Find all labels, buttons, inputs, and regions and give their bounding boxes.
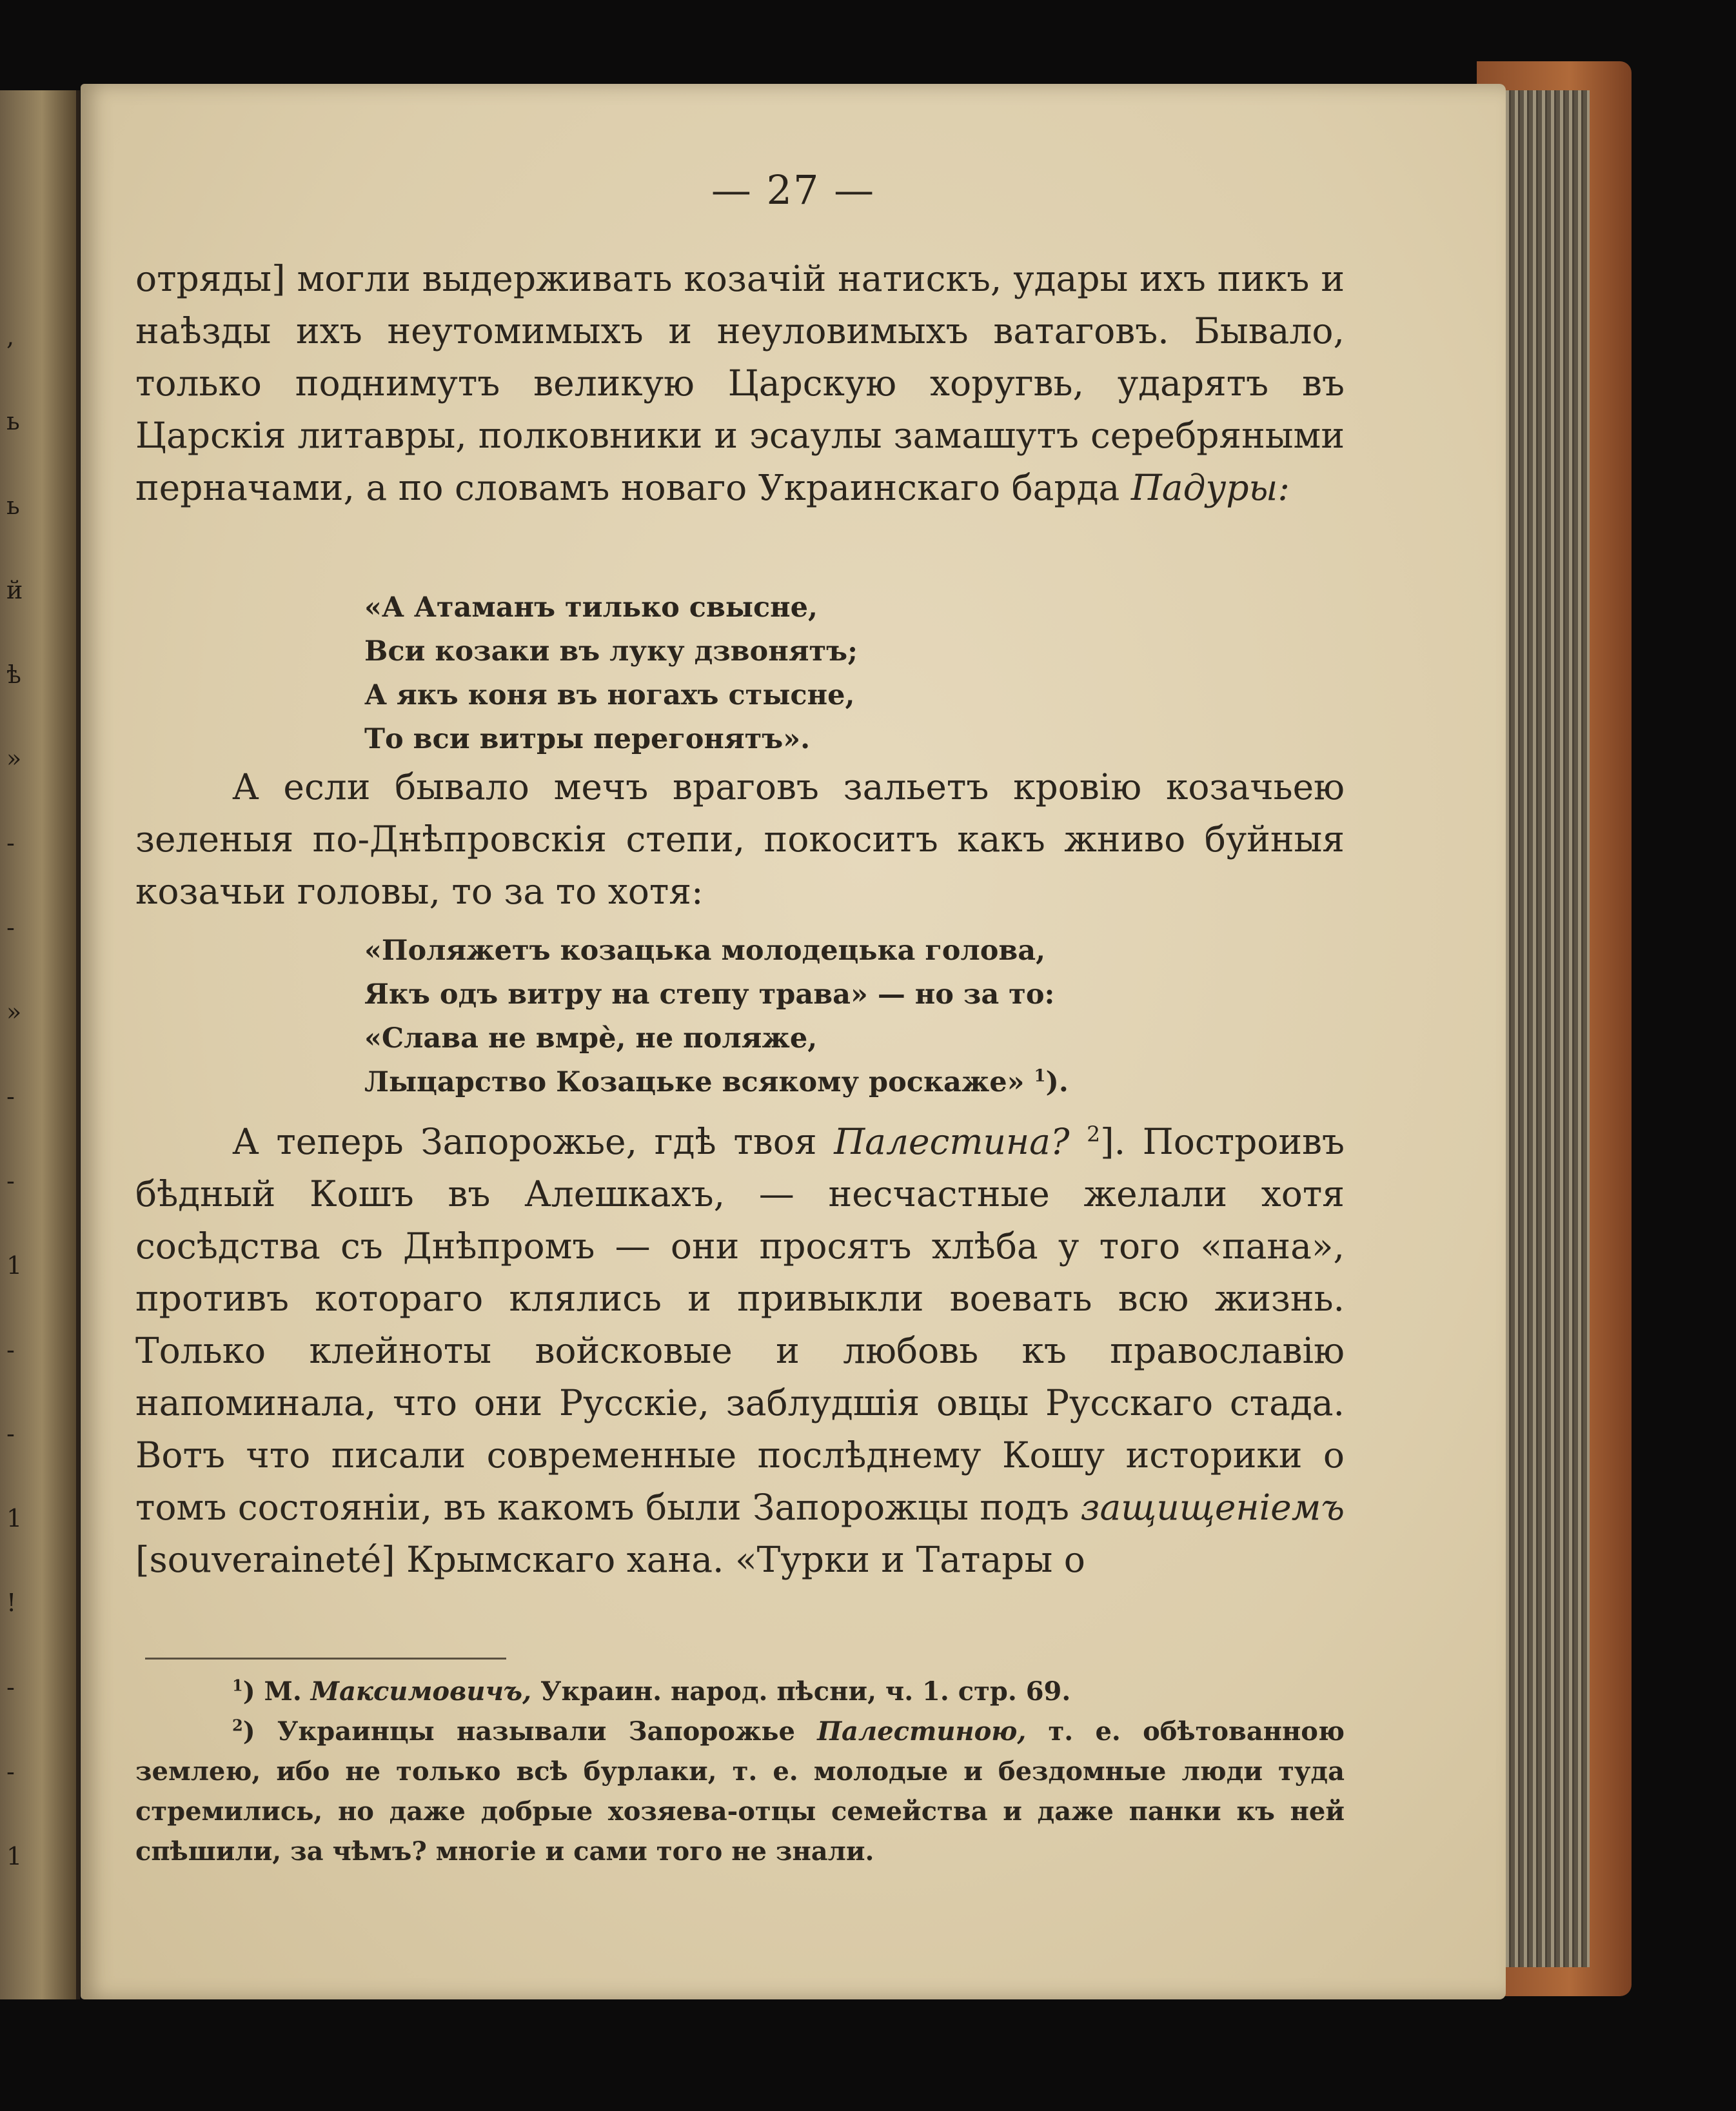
paragraph-2-text: А если бывало мечъ враговъ зальетъ кровію козачьею зеленыя по-Днѣпровскія степи, покоситъ какъ жниво буйныя козачьи головы, то за то хотя: — [135, 766, 1345, 912]
book-page — [81, 84, 1506, 1999]
paragraph-1-text — [135, 253, 1345, 514]
left-fragment: » — [6, 744, 22, 773]
verse-2 — [364, 929, 1332, 1104]
left-fragment: 1 — [6, 1841, 23, 1870]
left-fragment: - — [6, 1757, 15, 1786]
verse-2-line: «Поляжетъ козацька молодецька голова, — [364, 935, 1046, 967]
footnote-1 — [135, 1672, 1345, 1712]
paragraph-3-text — [135, 1116, 1345, 1586]
verse-1-line: А якъ коня въ ногахъ стысне, — [364, 679, 855, 711]
left-fragment: ь — [6, 491, 20, 520]
left-page-text-fragments — [6, 322, 32, 1870]
footnote-ref-1: 1 — [1034, 1066, 1046, 1086]
left-fragment: ! — [6, 1589, 17, 1618]
left-page-edge — [0, 90, 80, 1999]
footnote-ref-2: 2 — [1087, 1121, 1101, 1147]
left-fragment: - — [6, 1673, 15, 1701]
paragraph-1-italic: Падуры: — [1130, 467, 1290, 508]
verse-2-line: Якъ одъ витру на степу трава» — но за то: — [364, 978, 1055, 1011]
paragraph-1 — [135, 253, 1345, 514]
footnote-2-italic: Палестиною, — [817, 1716, 1027, 1747]
paragraph-3-italic-a: Палестина? — [834, 1121, 1070, 1162]
page-number: — 27 — — [711, 166, 876, 213]
verse-2-line — [364, 1060, 1332, 1104]
left-fragment: - — [6, 1082, 15, 1111]
footnote-2-marker: 2 — [232, 1716, 243, 1735]
footnote-2-pre: ) Украинцы называли Запорожье — [242, 1716, 818, 1747]
left-fragment: - — [6, 829, 15, 858]
left-fragment: ь — [6, 406, 20, 435]
verse-2-line-end: ). — [1045, 1066, 1069, 1098]
left-fragment: ѣ — [6, 660, 21, 689]
paragraph-3-text-c: [souveraineté] Крымскаго хана. «Турки и Татары о — [135, 1539, 1085, 1580]
left-fragment: 1 — [6, 1504, 23, 1533]
footnote-1-italic: Максимовичъ, — [310, 1676, 532, 1707]
footnote-1-marker: 1 — [232, 1676, 243, 1695]
verse-2-line: «Слава не вмрè, не поляже, — [364, 1022, 818, 1055]
footnote-2-post: т. е. обѣтованною землею, ибо не только всѣ бурлаки, т. е. молодые и бездомные люди туда стремились, но даже добрые хозяева-отцы семейства и даже панки къ ней спѣшили, за чѣмъ? многіе и сами того не знали. — [135, 1716, 1345, 1867]
footnote-1-post: Украин. народ. пѣсни, ч. 1. стр. 69. — [531, 1676, 1071, 1707]
verse-2-line-text: Лыцарство Козацьке всякому роскаже» — [364, 1066, 1025, 1098]
verse-1-line: «А Атаманъ тилько свысне, — [364, 591, 818, 624]
left-fragment: - — [6, 1335, 15, 1364]
paragraph-3 — [135, 1116, 1345, 1586]
left-fragment: й — [6, 575, 23, 604]
left-fragment: » — [6, 998, 22, 1026]
page-block-edge — [1493, 90, 1590, 1967]
paragraph-1-text-a: отряды] могли выдерживать козачій натискъ, удары ихъ пикъ и наѣзды ихъ неутомимыхъ и неуловимыхъ ватаговъ. Бывало, только поднимутъ великую Царскую хоругвь, ударятъ въ Царскія литавры, полковники и эсаулы замашутъ серебряными перначами, а по словамъ новаго Украинскаго барда — [135, 258, 1345, 508]
footnote-divider — [145, 1658, 506, 1660]
left-fragment: , — [6, 322, 15, 351]
verse-1-line: Вси козаки въ луку дзвонятъ; — [364, 635, 858, 668]
left-fragment: - — [6, 1166, 15, 1195]
paragraph-2 — [135, 761, 1345, 918]
paragraph-3-italic-b: защищеніемъ — [1080, 1487, 1345, 1528]
verse-1-line: То вси витры перегонятъ». — [364, 723, 811, 755]
left-fragment: - — [6, 913, 15, 942]
paragraph-3-text-b: ]. Построивъ бѣдный Кошъ въ Алешкахъ, — несчастные желали хотя сосѣдства съ Днѣпромъ — они просятъ хлѣба у того «пана», противъ котораго клялись и привыкли воевать всю жизнь. Только клейноты войсковые и любовь къ православію напоминала, что они Русскіе, заблудшія овцы Русскаго стада. Вотъ что писали современные послѣднему Кошу историки о томъ состояніи, въ какомъ были Запорожцы подъ — [135, 1121, 1345, 1528]
left-fragment: - — [6, 1420, 15, 1449]
footnotes — [135, 1672, 1345, 1872]
footnote-1-pre: ) М. — [242, 1676, 311, 1707]
footnote-2 — [135, 1712, 1345, 1872]
paragraph-3-text-a: А теперь Запорожье, гдѣ твоя — [232, 1121, 834, 1162]
verse-1 — [364, 586, 1332, 761]
left-fragment: 1 — [6, 1251, 23, 1280]
